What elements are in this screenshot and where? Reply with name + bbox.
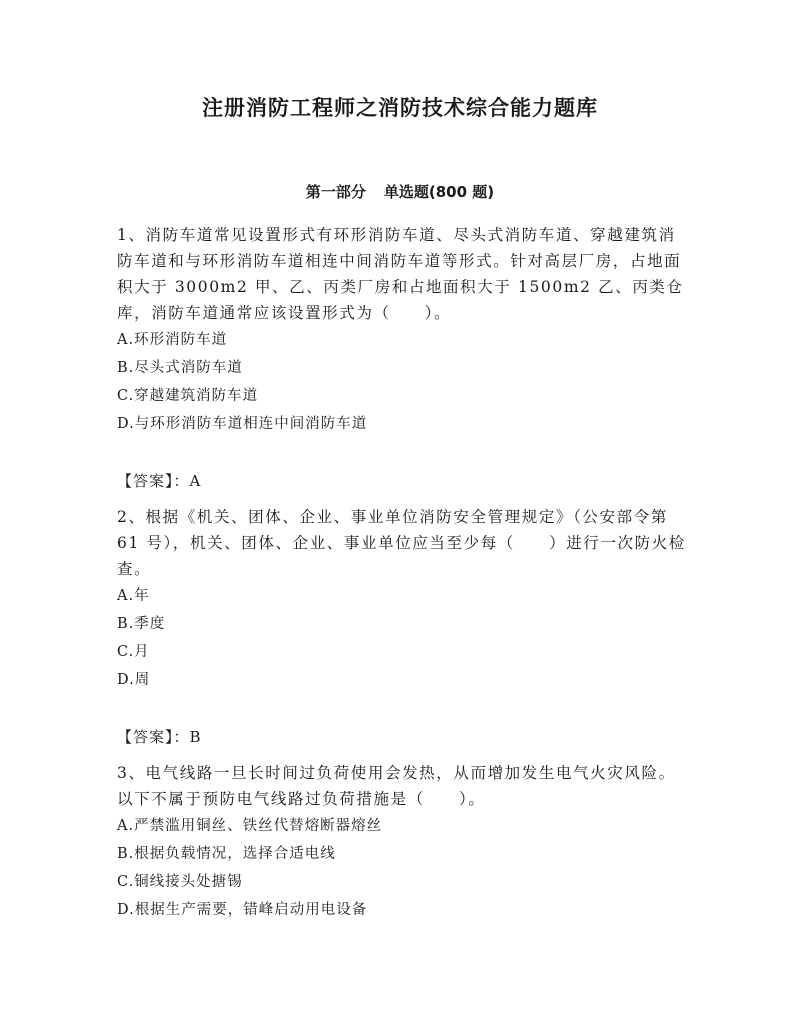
section-subtitle: 单选题(800 题) [383,183,495,201]
question-list [117,222,687,924]
option-list [117,326,687,438]
option-c: C.铜线接头处搪锡 [117,874,243,890]
question-3 [117,760,687,924]
question-stem: 1、消防车道常见设置形式有环形消防车道、尽头式消防车道、穿越建筑消防车道和与环形消防车道相连中间消防车道等形式。针对高层厂房，占地面积大于 3000m2 甲、乙、丙类厂房和占地面积大于 1500m2 乙、丙类仓库，消防车道通常应该设置形式为（ ）。 [117,226,684,322]
question-stem: 3、电气线路一旦长时间过负荷使用会发热，从而增加发生电气火灾风险。以下不属于预防电气线路过负荷措施是（ ）。 [117,764,676,808]
answer-line: 【答案】：B [117,728,202,746]
option-a: A.环形消防车道 [117,332,228,348]
section-title: 第一部分 [305,183,366,201]
option-a: A.严禁滥用铜丝、铁丝代替熔断器熔丝 [117,818,383,834]
option-d: D.周 [117,672,151,688]
option-d: D.与环形消防车道相连中间消防车道 [117,416,368,432]
option-b: B.尽头式消防车道 [117,360,243,376]
option-c: C.穿越建筑消防车道 [117,388,259,404]
option-list [117,812,687,924]
option-a: A.年 [117,588,150,604]
option-b: B.根据负载情况，选择合适电线 [117,846,336,862]
option-c: C.月 [117,644,150,660]
question-stem: 2、根据《机关、团体、企业、事业单位消防安全管理规定》（公安部令第 61 号），机关、团体、企业、事业单位应当至少每（ ）进行一次防火检查。 [117,508,686,578]
question-1 [117,222,687,494]
option-list [117,582,687,694]
answer-line: 【答案】：A [117,472,202,490]
option-d: D.根据生产需要，错峰启动用电设备 [117,902,368,918]
section-heading [0,181,800,202]
option-b: B.季度 [117,616,166,632]
question-2 [117,504,687,750]
document-title: 注册消防工程师之消防技术综合能力题库 [202,96,598,120]
